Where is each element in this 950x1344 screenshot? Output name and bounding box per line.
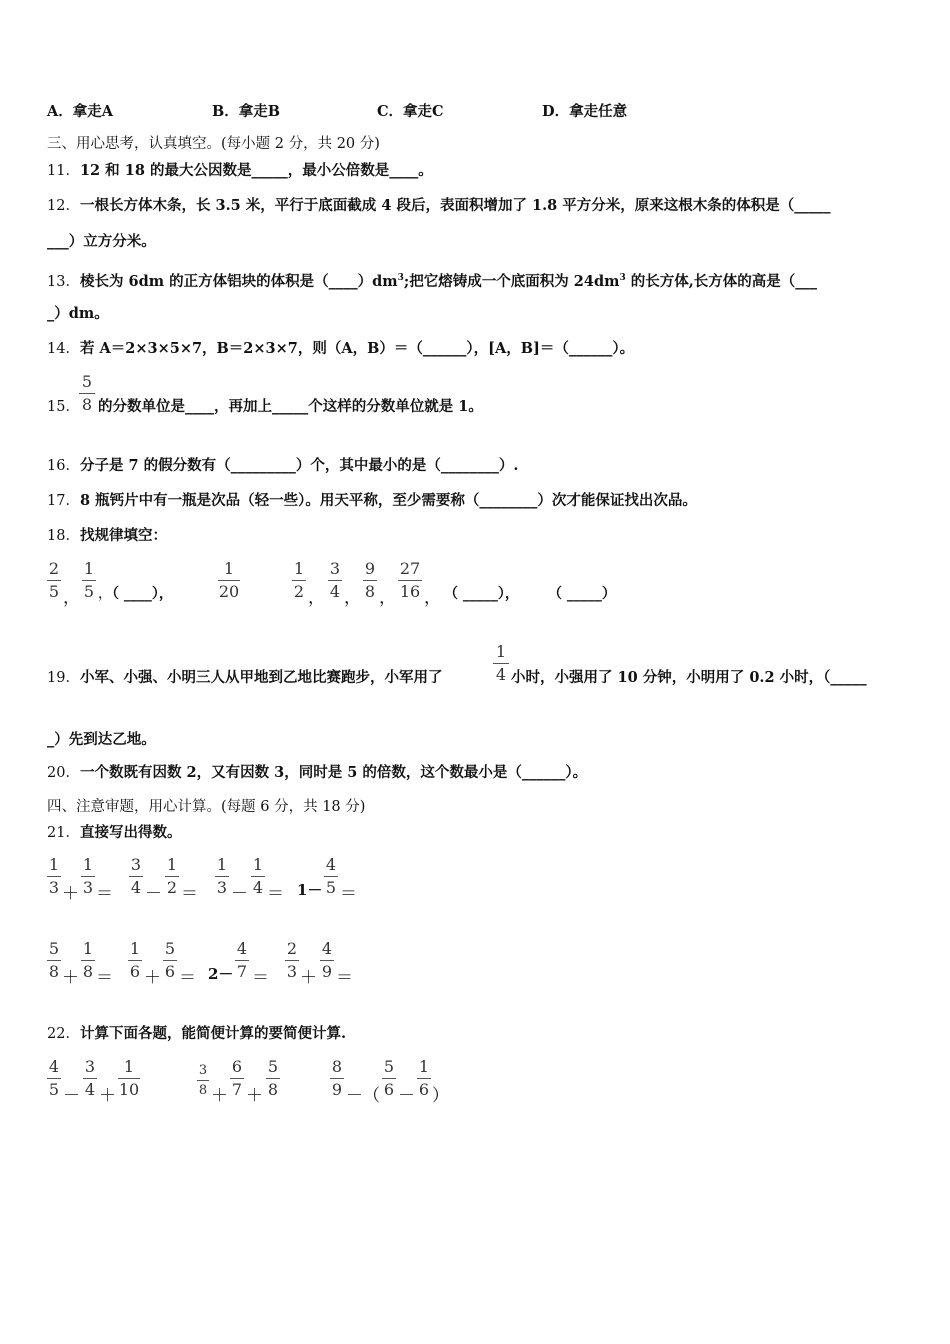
question-number: 22．: [47, 1026, 80, 1042]
operator: ＋: [144, 968, 161, 988]
fraction: 2 5: [48, 559, 60, 601]
question-19-text-part: 小时，小强用了 10 分钟，小明用了 0.2 小时，（_____: [511, 669, 867, 686]
question-text: 直接写出得数。: [79, 824, 182, 841]
blank: ，（ ____），: [98, 586, 173, 602]
fraction: 2 3: [286, 939, 298, 981]
question-number: 21．: [47, 825, 80, 841]
fraction: 4 9: [321, 939, 333, 981]
separator: ，: [308, 588, 325, 608]
question-21: [47, 824, 181, 842]
section-3-title: 三、用心思考，认真填空。(每小题 2 分，共 20 分): [47, 136, 380, 152]
question-text: 计算下面各题，能简便计算的要简便计算.: [79, 1025, 346, 1042]
question-text-part: 小军、小强、小明三人从甲地到乙地比赛跑步，小军用了: [79, 669, 443, 686]
superscript: 3: [619, 273, 626, 283]
question-11: [47, 162, 433, 180]
fraction: 5 8: [48, 939, 60, 981]
equals: ＝: [96, 884, 113, 904]
fraction: 1 3: [216, 855, 228, 897]
fraction: 1 4: [252, 855, 264, 897]
question-22: [47, 1025, 346, 1043]
option-a: A．拿走A: [47, 103, 114, 120]
question-text: 若 A＝2×3×5×7，B＝2×3×7，则（A，B）＝（______），[A，B]＝（______）。: [79, 340, 635, 357]
blank: （ _____），: [444, 586, 519, 602]
question-text: 12 和 18 的最大公因数是_____，最小公倍数是____。: [79, 162, 433, 179]
whole-number: 2－: [208, 965, 234, 983]
operator: ＋: [62, 968, 79, 988]
operator: ＋: [99, 1086, 116, 1106]
fraction: 1 2: [166, 855, 178, 897]
fraction: 1 20: [218, 559, 240, 601]
fraction: 1 10: [118, 1057, 140, 1099]
fraction: 4 7: [236, 939, 248, 981]
fraction: 3 8: [198, 1063, 208, 1098]
fraction: 5 8: [79, 373, 95, 414]
equals: ＝: [252, 968, 269, 988]
question-20: [47, 764, 587, 782]
fraction: 5 6: [164, 939, 176, 981]
question-12: [47, 197, 831, 215]
equals: ＝: [179, 968, 196, 988]
fraction: 1 5: [83, 559, 95, 601]
operator: ＋: [211, 1086, 228, 1106]
fraction: 27 16: [399, 559, 421, 601]
question-12-continuation: ___）立方分米。: [47, 233, 156, 250]
question-text-part: 的长方体,长方体的高是（___: [625, 272, 818, 290]
question-text: 一根长方体木条，长 3.5 米，平行于底面截成 4 段后，表面积增加了 1.8 平方分米，原来这根木条的体积是（_____: [79, 197, 831, 214]
whole-number: 1－: [297, 881, 323, 899]
question-19-continuation: _）先到达乙地。: [47, 731, 156, 748]
question-number: 14．: [47, 341, 80, 357]
question-18: [47, 527, 167, 545]
option-b: B．拿走B: [212, 103, 281, 120]
question-text: 一个数既有因数 2，又有因数 3，同时是 5 的倍数，这个数最小是（______）。: [79, 764, 588, 781]
fraction: 1 4: [493, 643, 509, 684]
question-text: 分子是 7 的假分数有（_________）个，其中最小的是（________）.: [79, 457, 519, 474]
operator: ＋: [300, 968, 317, 988]
fraction: 1 6: [418, 1057, 430, 1099]
operator: ＋: [246, 1086, 263, 1106]
operator: －: [63, 1086, 80, 1106]
question-15-number: 15．: [47, 399, 80, 415]
fraction: 1 6: [129, 939, 141, 981]
question-15-text: 的分数单位是____，再加上_____个这样的分数单位就是 1。: [98, 398, 483, 415]
blank: （ _____）: [548, 586, 616, 602]
question-number: 19．: [47, 670, 80, 686]
section-4-title: 四、注意审题，用心计算。(每题 6 分，共 18 分): [47, 799, 366, 815]
operator: －: [145, 884, 162, 904]
fraction: 5 6: [383, 1057, 395, 1099]
fraction: 3 4: [84, 1057, 96, 1099]
fraction: 4 5: [48, 1057, 60, 1099]
fraction: 1 3: [82, 855, 94, 897]
fraction: 1 2: [293, 559, 305, 601]
option-c: C．拿走C: [377, 103, 444, 120]
superscript: 3: [397, 273, 404, 283]
separator: ，: [424, 588, 441, 608]
fraction: 6 7: [231, 1057, 243, 1099]
operator: －（: [346, 1086, 380, 1106]
question-number: 20．: [47, 765, 80, 781]
question-19: [47, 669, 442, 687]
question-16: [47, 457, 518, 475]
equals: ＝: [340, 884, 357, 904]
fraction: 5 8: [267, 1057, 279, 1099]
operator: －: [398, 1086, 415, 1106]
fraction: 3 4: [329, 559, 341, 601]
equals: ＝: [96, 968, 113, 988]
equals: ＝: [336, 968, 353, 988]
question-number: 16．: [47, 458, 80, 474]
fraction: 3 4: [130, 855, 142, 897]
question-text-part: 棱长为 6dm 的正方体铝块的体积是（____）dm: [79, 272, 398, 290]
question-number: 12．: [47, 198, 80, 214]
question-number: 18．: [47, 528, 80, 544]
fraction: 9 8: [364, 559, 376, 601]
equals: ＝: [181, 884, 198, 904]
operator: －: [231, 884, 248, 904]
fraction: 8 9: [331, 1057, 343, 1099]
question-number: 17．: [47, 493, 80, 509]
question-13-continuation: _）dm。: [47, 305, 109, 322]
fraction: 4 5: [325, 855, 337, 897]
closing-paren: ）: [432, 1086, 449, 1106]
question-17: [47, 492, 697, 510]
question-text-part: ;把它熔铸成一个底面积为 24dm: [403, 272, 620, 290]
question-number: 13．: [47, 273, 80, 290]
question-number: 11．: [47, 163, 80, 179]
option-d: D．拿走任意: [542, 103, 628, 120]
separator: ，: [344, 588, 361, 608]
operator: ＋: [62, 884, 79, 904]
separator: ，: [379, 588, 396, 608]
separator: ，: [63, 588, 80, 608]
fraction: 1 3: [48, 855, 60, 897]
fraction: 1 8: [82, 939, 94, 981]
question-text: 8 瓶钙片中有一瓶是次品（轻一些）。用天平称，至少需要称（________）次才能保证找出次品。: [79, 492, 697, 509]
question-14: [47, 340, 634, 358]
equals: ＝: [267, 884, 284, 904]
question-13: [47, 269, 817, 291]
question-text: 找规律填空：: [79, 527, 167, 544]
